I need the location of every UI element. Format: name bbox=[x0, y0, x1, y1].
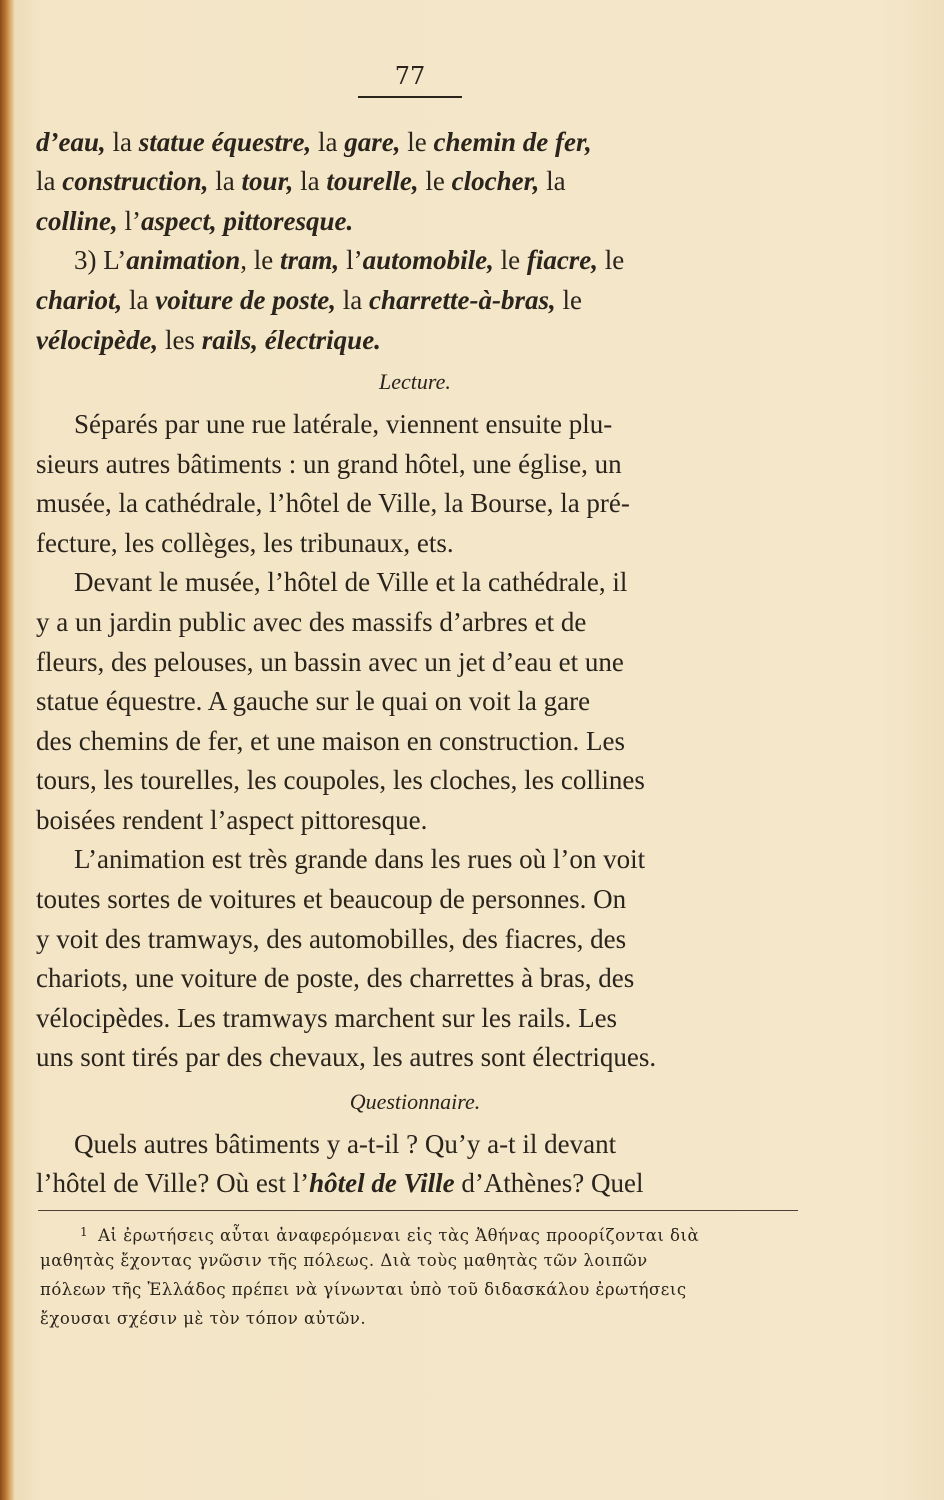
footnote-rule bbox=[38, 1210, 798, 1211]
vocab-term: d’eau, bbox=[36, 127, 106, 157]
vocab-term: statue équestre, bbox=[138, 127, 312, 157]
vocab-line-1 bbox=[36, 124, 796, 160]
vocab-article: le bbox=[493, 245, 527, 275]
vocab-term: aspect, bbox=[141, 206, 217, 236]
lecture-line: uns sont tirés par des chevaux, les autres sont électriques. bbox=[36, 1042, 657, 1072]
section-heading-questionnaire: Questionnaire. bbox=[349, 1089, 481, 1114]
lecture-line: L’animation est très grande dans les rues où l’on voit bbox=[74, 844, 646, 874]
vocab-article: le bbox=[555, 285, 582, 315]
question-line-1: Quels autres bâtiments y a-t-il ? Qu’y a-t il devant bbox=[74, 1129, 617, 1159]
lecture-line: musée, la cathédrale, l’hôtel de Ville, la Bourse, la pré- bbox=[36, 488, 630, 518]
vocab-article: la bbox=[105, 127, 139, 157]
vocab-article: l’ bbox=[339, 245, 363, 275]
lecture-line: y voit des tramways, des automobilles, des fiacres, des bbox=[36, 924, 627, 954]
lecture-line: y a un jardin public avec des massifs d’arbres et de bbox=[36, 607, 587, 637]
vocab-article: la bbox=[311, 127, 345, 157]
question-text: l’hôtel de Ville? Où est l’ bbox=[36, 1168, 310, 1198]
vocab-line-2 bbox=[36, 163, 796, 199]
vocab-line-6 bbox=[36, 322, 796, 358]
vocab-term: charrette-à-bras, bbox=[369, 285, 556, 315]
lecture-line: Devant le musée, l’hôtel de Ville et la cathédrale, il bbox=[74, 567, 628, 597]
lecture-line: fecture, les collèges, les tribunaux, ets. bbox=[36, 528, 454, 558]
vocab-term: vélocipède, bbox=[36, 325, 159, 355]
vocab-article: 3) L’ bbox=[74, 245, 127, 275]
vocab-article: les bbox=[158, 325, 202, 355]
vocab-term: chariot, bbox=[36, 285, 123, 315]
lecture-line: fleurs, des pelouses, un bassin avec un jet d’eau et une bbox=[36, 647, 624, 677]
lecture-line: des chemins de fer, et une maison en construction. Les bbox=[36, 726, 625, 756]
lecture-line: tours, les tourelles, les coupoles, les cloches, les collines bbox=[36, 765, 645, 795]
question-emphasis: hôtel de Ville bbox=[309, 1168, 455, 1198]
question-text: d’Athènes? Quel bbox=[454, 1168, 644, 1198]
footnote-marker: 1 bbox=[80, 1225, 89, 1239]
vocab-article: la bbox=[293, 166, 327, 196]
footnote-line: ἔχουσαι σχέσιν μὲ τὸν τόπον αὐτῶν. bbox=[40, 1309, 367, 1328]
vocab-article: la bbox=[122, 285, 156, 315]
lecture-line: boisées rendent l’aspect pittoresque. bbox=[36, 805, 428, 835]
vocab-article: l’ bbox=[117, 206, 141, 236]
vocab-term: animation bbox=[126, 245, 241, 275]
vocab-term: automobile, bbox=[362, 245, 494, 275]
lecture-line: sieurs autres bâtiments : un grand hôtel, une église, un bbox=[36, 449, 622, 479]
vocab-article: le bbox=[598, 245, 625, 275]
vocab-term: tourelle, bbox=[326, 166, 419, 196]
lecture-line: chariots, une voiture de poste, des charrettes à bras, des bbox=[36, 963, 635, 993]
question-line-2 bbox=[36, 1165, 796, 1201]
vocab-article: la bbox=[208, 166, 242, 196]
vocab-article: , le bbox=[240, 245, 281, 275]
vocab-term: clocher, bbox=[451, 166, 540, 196]
vocab-term: électrique. bbox=[264, 325, 381, 355]
vocab-term: gare, bbox=[344, 127, 401, 157]
footnote-line: πόλεων τῆς Ἑλλάδος πρέπει νὰ γίνωνται ὑπὸ τοῦ διδασκάλου ἐρωτήσεις bbox=[40, 1280, 687, 1299]
vocab-article: la bbox=[336, 285, 369, 315]
vocab-term: construction, bbox=[62, 166, 209, 196]
page-number: 77 bbox=[394, 62, 426, 90]
lecture-line: Séparés par une rue latérale, viennent ensuite plu- bbox=[74, 409, 613, 439]
lecture-line: toutes sortes de voitures et beaucoup de personnes. On bbox=[36, 884, 627, 914]
vocab-line-3 bbox=[36, 203, 796, 239]
page-number-rule bbox=[358, 96, 462, 98]
vocab-term: tram, bbox=[280, 245, 340, 275]
section-heading-lecture: Lecture. bbox=[379, 369, 451, 394]
vocab-article: la bbox=[539, 166, 566, 196]
vocab-term: chemin de fer, bbox=[433, 127, 592, 157]
vocab-term: voiture de poste, bbox=[155, 285, 336, 315]
vocab-term: colline, bbox=[36, 206, 118, 236]
vocab-line-4 bbox=[74, 242, 796, 278]
footnote-line: μαθητὰς ἔχοντας γνῶσιν τῆς πόλεως. Διὰ τοὺς μαθητὰς τῶν λοιπῶν bbox=[40, 1251, 648, 1270]
vocab-term: tour, bbox=[241, 166, 294, 196]
lecture-line: vélocipèdes. Les tramways marchent sur les rails. Les bbox=[36, 1003, 618, 1033]
lecture-line: statue équestre. A gauche sur le quai on voit la gare bbox=[36, 686, 591, 716]
footnote-text: Αἱ ἐρωτήσεις αὗται ἀναφερόμεναι εἰς τὰς Ἀθήνας προορίζονται διὰ bbox=[98, 1226, 700, 1245]
vocab-term: pittoresque. bbox=[223, 206, 354, 236]
vocab-article: la bbox=[36, 166, 63, 196]
vocab-article: le bbox=[418, 166, 452, 196]
footnote-line bbox=[80, 1218, 800, 1250]
vocab-term: fiacre, bbox=[526, 245, 599, 275]
page-binding-edge bbox=[0, 0, 14, 1500]
vocab-article: le bbox=[400, 127, 434, 157]
vocab-term: rails, bbox=[201, 325, 258, 355]
vocab-article bbox=[258, 325, 265, 355]
vocab-line-5 bbox=[36, 282, 796, 318]
